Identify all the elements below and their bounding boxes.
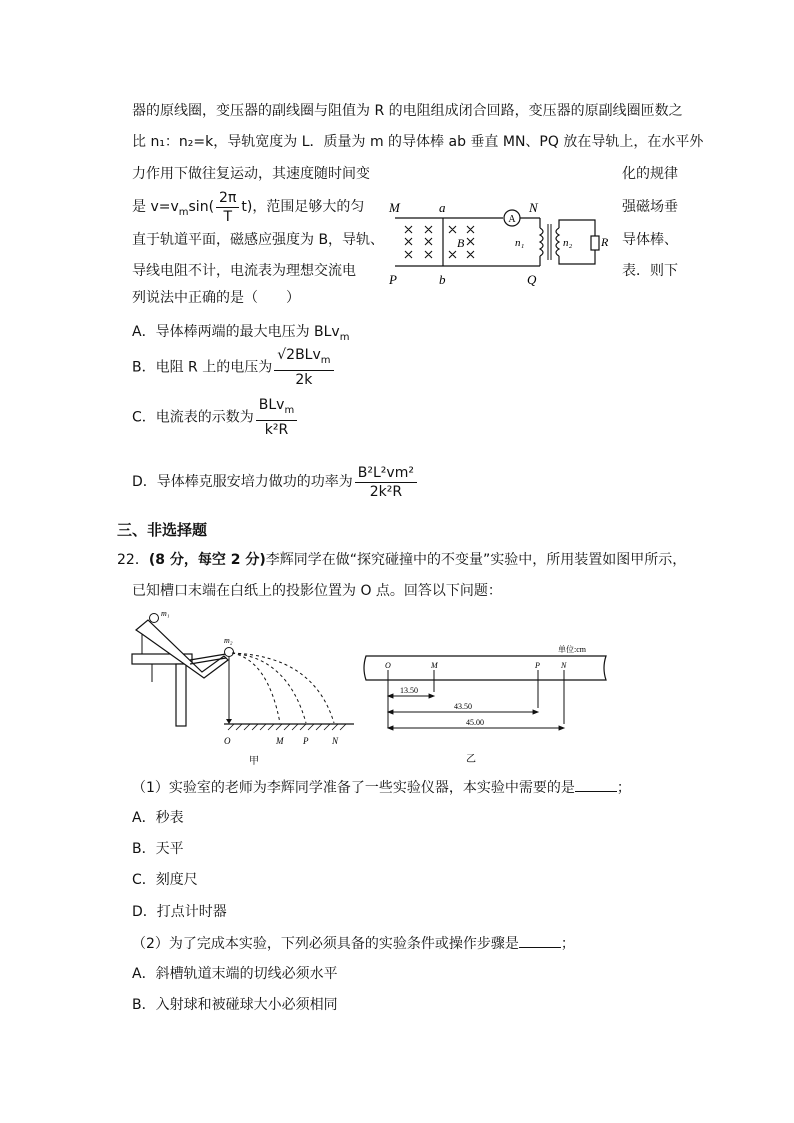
q21-line5b: 导体棒、 <box>622 232 678 248</box>
label-M: M <box>389 200 400 215</box>
q21-option-c: C．电流表的示数为 $\frac{BLv_m}{\text{k²R}}$ <box>132 396 299 439</box>
label-B: B <box>457 236 465 250</box>
q21-line6a: 导线电阻不计，电流表为理想交流电 <box>132 263 356 279</box>
sub1-option-c: C．刻度尺 <box>132 872 198 888</box>
q22-sub1: （1）实验室的老师为李辉同学准备了一些实验仪器，本实验中需要的是 ； <box>132 777 631 798</box>
q21-line4b: 强磁场垂 <box>622 199 678 215</box>
q21-line7: 列说法中正确的是（ ） <box>132 290 300 306</box>
label-a: a <box>439 200 446 215</box>
sub1-option-b: B．天平 <box>132 841 184 857</box>
label-N: N <box>529 200 538 215</box>
sub1-option-a: A．秒表 <box>132 810 184 826</box>
label-b: b <box>439 272 446 287</box>
q21-line4a: 是 $v=v_m\sin$( $\frac{2\pi}{T}$ t)，范围足够大的匀 <box>132 189 365 225</box>
q21-line5a: 直于轨道平面，磁感应强度为 B，导轨、 <box>132 232 385 248</box>
q21-line3a: 力作用下做往复运动，其速度随时间变 <box>132 166 370 182</box>
q22-sub2: （2）为了完成本实验，下列必须具备的实验条件或操作步骤是 ； <box>132 933 575 954</box>
label-M: M <box>276 736 284 746</box>
unit-label: 单位:cm <box>558 645 586 654</box>
q21-line6b: 表．则下 <box>622 263 678 279</box>
point-M: M <box>431 661 438 670</box>
label-P: P <box>389 272 397 287</box>
figure-jia <box>128 606 358 768</box>
sub1-option-d: D．打点计时器 <box>132 904 227 920</box>
label-n2: n₂ <box>563 237 573 249</box>
dim-on: 45.00 <box>466 718 484 727</box>
label-N: N <box>332 736 339 746</box>
label-m1: m₁ <box>161 609 170 618</box>
ammeter-label: A <box>508 214 516 225</box>
label-O: O <box>224 736 231 746</box>
q21-option-b: B．电阻 R 上的电压为 $\frac{√2BLv_m}{2k}$ <box>132 346 336 389</box>
label-R: R <box>601 235 609 249</box>
label-P: P <box>303 736 309 746</box>
sub2-option-b: B．入射球和被碰球大小必须相同 <box>132 997 338 1013</box>
answer-blank-2[interactable] <box>519 933 561 948</box>
q22-line2: 已知槽口末端在白纸上的投影位置为 O 点。回答以下问题： <box>132 583 502 599</box>
section-title: 三、非选择题 <box>117 521 208 539</box>
q21-option-d: D．导体棒克服安培力做功的功率为 $\frac{\text{B²L²vm²}}{\text{2k²R}}$ <box>132 462 419 502</box>
q21-line1: 器的原线圈，变压器的副线圈与阻值为 R 的电阻组成闭合回路，变压器的原副线圈匝数之 <box>132 103 683 119</box>
dim-om: 13.50 <box>400 686 418 695</box>
label-Q: Q <box>527 272 537 287</box>
point-P: P <box>535 661 540 670</box>
q21-option-a: A．导体棒两端的最大电压为 BLv$_m$ <box>132 324 350 343</box>
label-n1: n₁ <box>515 237 525 249</box>
dim-op: 43.50 <box>454 702 472 711</box>
caption-yi: 乙 <box>466 754 476 765</box>
answer-blank-1[interactable] <box>575 777 617 792</box>
q21-line3b: 化的规律 <box>622 166 678 182</box>
point-N: N <box>561 661 567 670</box>
figure-yi <box>362 640 612 766</box>
caption-jia: 甲 <box>249 756 259 767</box>
fraction-2pi-over-t: $\frac{2\pi}{T}$ <box>216 189 239 226</box>
point-O: O <box>385 661 391 670</box>
sub2-option-a: A．斜槽轨道末端的切线必须水平 <box>132 966 338 982</box>
q22-line1: 22．(8 分，每空 2 分)李辉同学在做“探究碰撞中的不变量”实验中，所用装置如图甲所示， <box>117 552 687 568</box>
circuit-diagram <box>385 200 615 292</box>
q21-line2: 比 n₁：n₂=k，导轨宽度为 L．质量为 m 的导体棒 ab 垂直 MN、PQ 放在导轨上，在水平外 <box>132 134 704 150</box>
label-m2: m₂ <box>224 636 233 645</box>
